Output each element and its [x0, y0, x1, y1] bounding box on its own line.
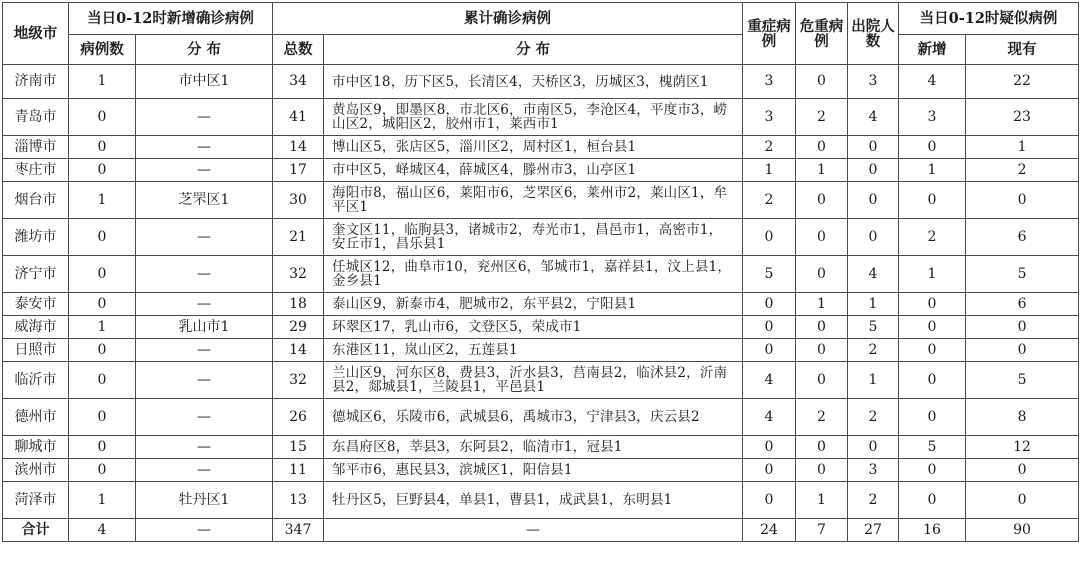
suspected-existing-cell: 1: [966, 136, 1079, 159]
critical-cell: 0: [796, 219, 848, 256]
discharged-cell: 0: [848, 182, 899, 219]
new-cases-cell: 0: [69, 293, 136, 316]
critical-cell: 0: [796, 182, 848, 219]
suspected-new-cell: 0: [899, 399, 966, 436]
discharged-cell: 2: [848, 339, 899, 362]
new-cases-cell: 0: [69, 399, 136, 436]
suspected-new-cell: 4: [899, 65, 966, 99]
table-body: [3, 65, 1079, 542]
city-cell: 滨州市: [3, 459, 69, 482]
total-cell: 32: [273, 362, 324, 399]
city-cell: 日照市: [3, 339, 69, 362]
header-cumulative: 累计确诊病例: [273, 3, 743, 35]
new-cases-cell: 0: [69, 362, 136, 399]
suspected-new-cell: 3: [899, 99, 966, 136]
suspected-existing-cell: 0: [966, 482, 1079, 519]
total-new-cases: 4: [69, 519, 136, 542]
new-cases-cell: 0: [69, 339, 136, 362]
total-cell: 17: [273, 159, 324, 182]
suspected-new-cell: 0: [899, 459, 966, 482]
severe-cell: 0: [743, 482, 796, 519]
suspected-new-cell: 0: [899, 136, 966, 159]
severe-cell: 3: [743, 99, 796, 136]
suspected-existing-cell: 0: [966, 182, 1079, 219]
new-distribution-cell: —: [136, 219, 273, 256]
critical-cell: 0: [796, 65, 848, 99]
distribution-cell: 黄岛区9，即墨区8，市北区6，市南区5，李沧区4，平度市3，崂山区2，城阳区2，胶州市1，莱西市1: [324, 99, 743, 136]
suspected-existing-cell: 5: [966, 362, 1079, 399]
table-row: [3, 99, 1079, 136]
total-cell: 11: [273, 459, 324, 482]
suspected-existing-cell: 6: [966, 293, 1079, 316]
suspected-existing-cell: 0: [966, 339, 1079, 362]
new-cases-cell: 1: [69, 182, 136, 219]
header-discharged: 出院人数: [848, 3, 899, 65]
total-cumulative: 347: [273, 519, 324, 542]
header-suspected: 当日0-12时疑似病例: [899, 3, 1079, 35]
header-new-distribution: 分 布: [136, 35, 273, 65]
severe-cell: 0: [743, 316, 796, 339]
header-critical: 危重病例: [796, 3, 848, 65]
total-label: 合计: [3, 519, 69, 542]
suspected-new-cell: 0: [899, 339, 966, 362]
distribution-cell: 市中区18，历下区5，长清区4，天桥区3，历城区3，槐荫区1: [324, 65, 743, 99]
suspected-new-cell: 0: [899, 362, 966, 399]
table-row: [3, 159, 1079, 182]
severe-cell: 4: [743, 362, 796, 399]
new-cases-cell: 0: [69, 99, 136, 136]
critical-cell: 1: [796, 482, 848, 519]
city-cell: 泰安市: [3, 293, 69, 316]
distribution-cell: 东昌府区8，莘县3，东阿县2，临清市1，冠县1: [324, 436, 743, 459]
severe-cell: 0: [743, 339, 796, 362]
total-distribution: —: [324, 519, 743, 542]
discharged-cell: 3: [848, 459, 899, 482]
critical-cell: 0: [796, 459, 848, 482]
new-cases-cell: 1: [69, 482, 136, 519]
suspected-existing-cell: 22: [966, 65, 1079, 99]
severe-cell: 0: [743, 219, 796, 256]
critical-cell: 0: [796, 136, 848, 159]
suspected-new-cell: 0: [899, 482, 966, 519]
city-cell: 烟台市: [3, 182, 69, 219]
severe-cell: 2: [743, 182, 796, 219]
city-cell: 淄博市: [3, 136, 69, 159]
header-cumulative-distribution: 分 布: [324, 35, 743, 65]
severe-cell: 5: [743, 256, 796, 293]
new-distribution-cell: —: [136, 339, 273, 362]
total-cell: 26: [273, 399, 324, 436]
suspected-new-cell: 1: [899, 256, 966, 293]
distribution-cell: 牡丹区5，巨野县4，单县1，曹县1，成武县1，东明县1: [324, 482, 743, 519]
severe-cell: 2: [743, 136, 796, 159]
city-cell: 济南市: [3, 65, 69, 99]
discharged-cell: 1: [848, 362, 899, 399]
covid-cases-table: [2, 2, 1079, 542]
table-row: [3, 219, 1079, 256]
discharged-cell: 5: [848, 316, 899, 339]
distribution-cell: 泰山区9，新泰市4，肥城市2，东平县2，宁阳县1: [324, 293, 743, 316]
distribution-cell: 奎文区11，临朐县3，诸城市2，寿光市1，昌邑市1，高密市1，安丘市1，昌乐县1: [324, 219, 743, 256]
city-cell: 临沂市: [3, 362, 69, 399]
discharged-cell: 4: [848, 99, 899, 136]
critical-cell: 0: [796, 362, 848, 399]
distribution-cell: 博山区5，张店区5，淄川区2，周村区1，桓台县1: [324, 136, 743, 159]
city-cell: 德州市: [3, 399, 69, 436]
table-row: [3, 182, 1079, 219]
total-severe: 24: [743, 519, 796, 542]
table-row: [3, 256, 1079, 293]
suspected-new-cell: 0: [899, 182, 966, 219]
new-cases-cell: 1: [69, 65, 136, 99]
total-cell: 29: [273, 316, 324, 339]
total-cell: 32: [273, 256, 324, 293]
new-distribution-cell: —: [136, 399, 273, 436]
total-suspected-existing: 90: [966, 519, 1079, 542]
critical-cell: 0: [796, 256, 848, 293]
total-cell: 14: [273, 339, 324, 362]
new-distribution-cell: —: [136, 436, 273, 459]
critical-cell: 2: [796, 99, 848, 136]
discharged-cell: 0: [848, 159, 899, 182]
city-cell: 枣庄市: [3, 159, 69, 182]
suspected-new-cell: 1: [899, 159, 966, 182]
city-cell: 聊城市: [3, 436, 69, 459]
suspected-existing-cell: 12: [966, 436, 1079, 459]
total-discharged: 27: [848, 519, 899, 542]
severe-cell: 1: [743, 159, 796, 182]
new-distribution-cell: 芝罘区1: [136, 182, 273, 219]
critical-cell: 2: [796, 399, 848, 436]
critical-cell: 1: [796, 159, 848, 182]
suspected-new-cell: 5: [899, 436, 966, 459]
suspected-existing-cell: 8: [966, 399, 1079, 436]
table-row: [3, 65, 1079, 99]
critical-cell: 1: [796, 293, 848, 316]
distribution-cell: 环翠区17，乳山市6，文登区5，荣成市1: [324, 316, 743, 339]
distribution-cell: 邹平市6，惠民县3，滨城区1，阳信县1: [324, 459, 743, 482]
new-distribution-cell: —: [136, 136, 273, 159]
table-row: [3, 459, 1079, 482]
distribution-cell: 任城区12，曲阜市10，兖州区6，邹城市1，嘉祥县1，汶上县1，金乡县1: [324, 256, 743, 293]
table-row: [3, 362, 1079, 399]
distribution-cell: 海阳市8，福山区6，莱阳市6，芝罘区6，莱州市2，莱山区1，牟平区1: [324, 182, 743, 219]
suspected-new-cell: 0: [899, 293, 966, 316]
new-distribution-cell: —: [136, 159, 273, 182]
table-row: [3, 399, 1079, 436]
total-cell: 15: [273, 436, 324, 459]
discharged-cell: 2: [848, 399, 899, 436]
header-suspected-existing: 现有: [966, 35, 1079, 65]
table-row: [3, 136, 1079, 159]
header-new-confirmed: 当日0-12时新增确诊病例: [69, 3, 273, 35]
suspected-existing-cell: 23: [966, 99, 1079, 136]
total-cell: 18: [273, 293, 324, 316]
city-cell: 青岛市: [3, 99, 69, 136]
distribution-cell: 德城区6，乐陵市6，武城县6，禹城市3，宁津县3，庆云县2: [324, 399, 743, 436]
total-cell: 21: [273, 219, 324, 256]
new-cases-cell: 0: [69, 436, 136, 459]
discharged-cell: 2: [848, 482, 899, 519]
discharged-cell: 0: [848, 219, 899, 256]
table-row: [3, 482, 1079, 519]
suspected-new-cell: 2: [899, 219, 966, 256]
suspected-existing-cell: 5: [966, 256, 1079, 293]
severe-cell: 3: [743, 65, 796, 99]
discharged-cell: 1: [848, 293, 899, 316]
new-cases-cell: 0: [69, 459, 136, 482]
city-cell: 潍坊市: [3, 219, 69, 256]
new-cases-cell: 0: [69, 136, 136, 159]
header-city: 地级市: [3, 3, 69, 65]
total-cell: 30: [273, 182, 324, 219]
table-row: [3, 436, 1079, 459]
critical-cell: 0: [796, 436, 848, 459]
new-distribution-cell: 牡丹区1: [136, 482, 273, 519]
discharged-cell: 0: [848, 436, 899, 459]
new-distribution-cell: —: [136, 256, 273, 293]
new-distribution-cell: —: [136, 293, 273, 316]
discharged-cell: 3: [848, 65, 899, 99]
total-suspected-new: 16: [899, 519, 966, 542]
suspected-existing-cell: 0: [966, 316, 1079, 339]
table-row: [3, 316, 1079, 339]
new-cases-cell: 0: [69, 256, 136, 293]
total-cell: 34: [273, 65, 324, 99]
header-severe: 重症病例: [743, 3, 796, 65]
total-cell: 14: [273, 136, 324, 159]
discharged-cell: 4: [848, 256, 899, 293]
header-suspected-new: 新增: [899, 35, 966, 65]
new-distribution-cell: —: [136, 362, 273, 399]
city-cell: 菏泽市: [3, 482, 69, 519]
total-critical: 7: [796, 519, 848, 542]
new-cases-cell: 0: [69, 159, 136, 182]
discharged-cell: 0: [848, 136, 899, 159]
suspected-new-cell: 0: [899, 316, 966, 339]
table-row: [3, 293, 1079, 316]
total-cell: 41: [273, 99, 324, 136]
city-cell: 济宁市: [3, 256, 69, 293]
suspected-existing-cell: 0: [966, 459, 1079, 482]
total-cell: 13: [273, 482, 324, 519]
severe-cell: 0: [743, 459, 796, 482]
total-new-distribution: —: [136, 519, 273, 542]
city-cell: 威海市: [3, 316, 69, 339]
table-row: [3, 339, 1079, 362]
table-footer-row: [3, 519, 1079, 542]
distribution-cell: 兰山区9，河东区8，费县3，沂水县3，莒南县2，临沭县2，沂南县2，郯城县1，兰陵县1，平邑县1: [324, 362, 743, 399]
new-cases-cell: 1: [69, 316, 136, 339]
severe-cell: 4: [743, 399, 796, 436]
severe-cell: 0: [743, 436, 796, 459]
critical-cell: 0: [796, 316, 848, 339]
new-distribution-cell: 乳山市1: [136, 316, 273, 339]
header-cases: 病例数: [69, 35, 136, 65]
header-total: 总数: [273, 35, 324, 65]
suspected-existing-cell: 2: [966, 159, 1079, 182]
severe-cell: 0: [743, 293, 796, 316]
new-cases-cell: 0: [69, 219, 136, 256]
distribution-cell: 市中区5，峄城区4，薛城区4，滕州市3，山亭区1: [324, 159, 743, 182]
suspected-existing-cell: 6: [966, 219, 1079, 256]
distribution-cell: 东港区11，岚山区2，五莲县1: [324, 339, 743, 362]
critical-cell: 0: [796, 339, 848, 362]
new-distribution-cell: 市中区1: [136, 65, 273, 99]
new-distribution-cell: —: [136, 459, 273, 482]
new-distribution-cell: —: [136, 99, 273, 136]
